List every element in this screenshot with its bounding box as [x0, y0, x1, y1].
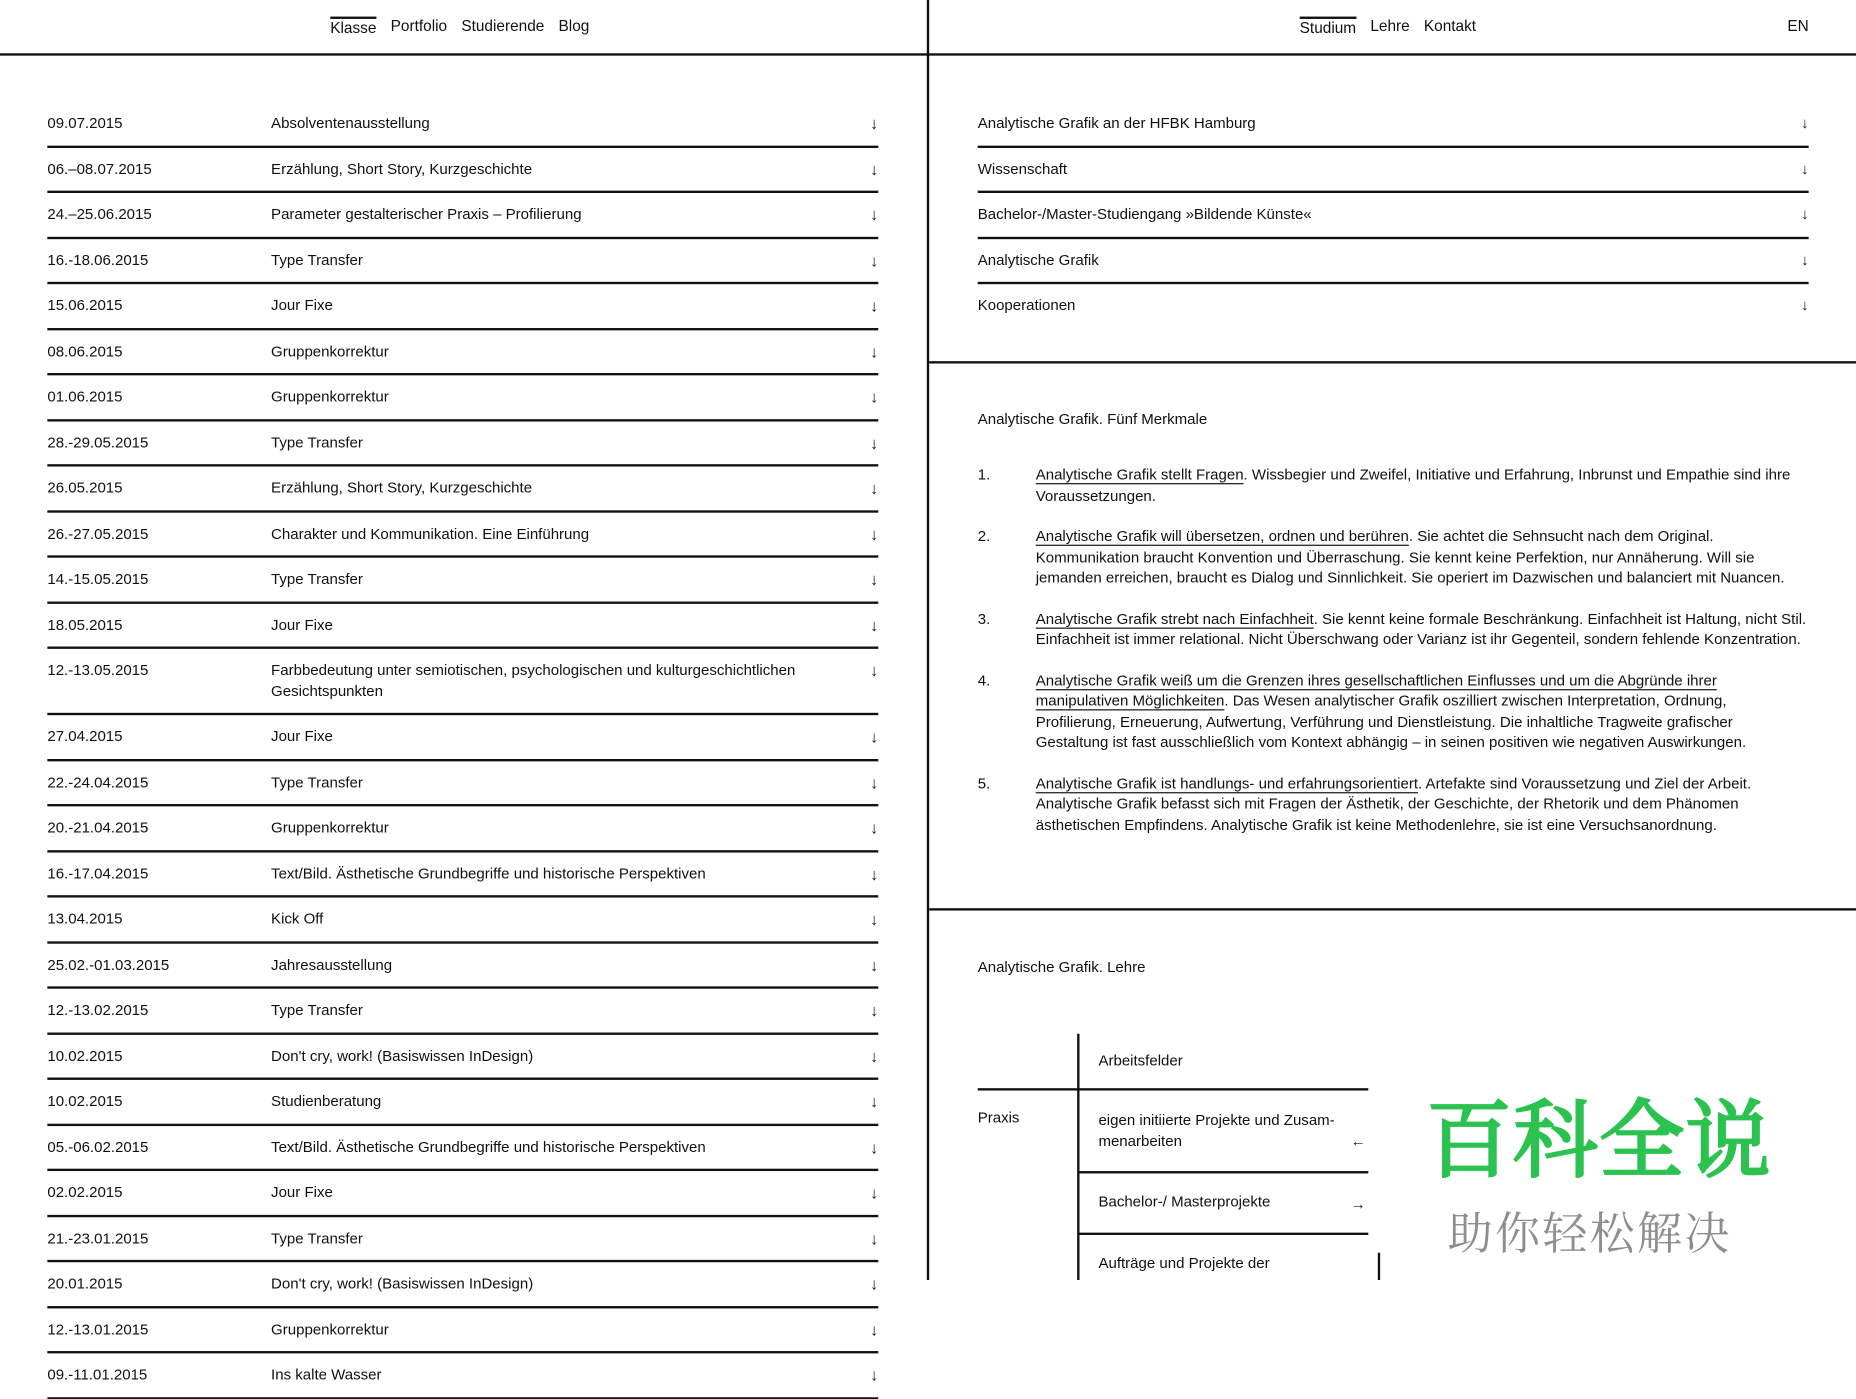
study-link-label: Bachelor-/Master-Studiengang »Bildende Künste«	[977, 206, 1312, 223]
lehre-item-bachelor[interactable]: Bachelor-/ Masterprojekte	[1098, 1193, 1271, 1211]
event-date: 26.05.2015	[47, 479, 123, 497]
study-link[interactable]	[978, 193, 1809, 239]
event-title: Type Transfer	[271, 251, 363, 269]
arrow-down-icon[interactable]: ↓	[869, 387, 879, 407]
event-date: 02.02.2015	[47, 1184, 123, 1201]
arrow-down-icon[interactable]: ↓	[869, 1091, 879, 1111]
lehre-rule-3	[1080, 1233, 1369, 1235]
study-link-label: Analytische Grafik	[977, 251, 1099, 269]
event-row[interactable]	[47, 1080, 878, 1126]
merkmal-item	[978, 465, 1809, 506]
event-date: 01.06.2015	[47, 388, 123, 405]
study-link[interactable]	[978, 102, 1809, 148]
secondary-nav	[1300, 17, 1476, 37]
event-row[interactable]	[47, 806, 878, 852]
arrow-down-icon[interactable]: ↓	[869, 478, 879, 498]
event-row[interactable]	[47, 715, 878, 761]
event-title: Absolventenausstellung	[271, 114, 430, 132]
arrow-right-icon[interactable]: →	[1350, 1195, 1366, 1213]
event-title: Jour Fixe	[271, 728, 333, 745]
merkmal-number: 4.	[977, 671, 991, 689]
lehre-praxis: Praxis	[977, 1109, 1020, 1127]
event-title: Erzählung, Short Story, Kurzgeschichte	[271, 160, 533, 178]
header-rule	[0, 53, 1856, 55]
nav-kontakt[interactable]: Kontakt	[1423, 16, 1477, 35]
arrow-down-icon[interactable]: ↓	[869, 1137, 879, 1157]
nav-studierende[interactable]: Studierende	[461, 16, 545, 35]
event-date: 13.04.2015	[47, 910, 123, 928]
event-date: 05.-06.02.2015	[47, 1138, 149, 1156]
lehre-title: Analytische Grafik. Lehre	[977, 959, 1146, 976]
event-date: 25.02.-01.03.2015	[47, 956, 170, 973]
event-title: Type Transfer	[271, 1001, 363, 1019]
event-row[interactable]	[47, 1034, 878, 1080]
event-title: Gruppenkorrektur	[271, 1320, 389, 1338]
merkmal-number: 3.	[977, 610, 991, 627]
merkmal-number: 1.	[977, 466, 991, 484]
event-row[interactable]	[47, 898, 878, 944]
merkmal-link[interactable]: Analytische Grafik stellt Fragen	[1035, 466, 1244, 484]
nav-portfolio[interactable]: Portfolio	[390, 16, 448, 35]
arrow-left-icon[interactable]: ←	[1350, 1133, 1366, 1150]
event-row[interactable]	[47, 943, 878, 989]
merkmal-item	[978, 609, 1809, 650]
arrow-down-icon[interactable]: ↓	[869, 113, 879, 133]
study-link[interactable]	[978, 147, 1809, 193]
event-row[interactable]	[47, 330, 878, 376]
nav-studium[interactable]: Studium	[1300, 17, 1356, 37]
section-rule-1	[929, 361, 1856, 363]
arrow-down-icon[interactable]: ↓	[869, 341, 879, 361]
lehre-vertical-line-right	[1378, 1253, 1380, 1280]
lehre-rule-2	[1080, 1171, 1369, 1173]
arrow-down-icon[interactable]: ↓	[869, 660, 879, 680]
arrow-down-icon[interactable]: ↓	[869, 569, 879, 589]
merkmal-item	[978, 527, 1809, 589]
event-row[interactable]	[47, 102, 878, 148]
merkmale-title: Analytische Grafik. Fünf Merkmale	[977, 410, 1208, 428]
event-date: 09.-11.01.2015	[47, 1366, 148, 1384]
event-row[interactable]	[47, 558, 878, 604]
event-row[interactable]	[47, 375, 878, 421]
event-row[interactable]	[47, 1171, 878, 1217]
arrow-down-icon[interactable]: ↓	[869, 727, 879, 746]
event-row[interactable]	[47, 1262, 878, 1308]
arrow-down-icon[interactable]: ↓	[869, 250, 879, 270]
arrow-down-icon[interactable]: ↓	[869, 615, 879, 635]
event-title: Ins kalte Wasser	[271, 1366, 382, 1384]
event-row[interactable]	[47, 989, 878, 1035]
arrow-down-icon[interactable]: ↓	[869, 523, 879, 543]
nav-lehre[interactable]: Lehre	[1370, 16, 1410, 35]
arrow-down-icon[interactable]: ↓	[1801, 206, 1809, 223]
arrow-down-icon[interactable]: ↓	[869, 432, 879, 452]
event-title: Farbbedeutung unter semiotischen, psychologischen und kulturgeschichtlichen Gesichtspunkten	[271, 661, 796, 700]
merkmal-link[interactable]: Analytische Grafik ist handlungs- und erfahrungsorientiert	[1035, 774, 1419, 792]
event-date: 08.06.2015	[47, 342, 123, 360]
event-title: Text/Bild. Ästhetische Grundbegriffe und historische Perspektiven	[271, 864, 706, 882]
arrow-down-icon[interactable]: ↓	[869, 1228, 879, 1248]
merkmal-text	[1036, 671, 1809, 754]
merkmale-list	[978, 465, 1809, 856]
event-title: Type Transfer	[271, 773, 363, 791]
event-date: 28.-29.05.2015	[47, 433, 149, 451]
lehre-item-eigen-line2: menarbeiten	[1098, 1132, 1182, 1150]
event-title: Gruppenkorrektur	[271, 819, 389, 836]
arrow-down-icon[interactable]: ↓	[1801, 251, 1809, 269]
event-row[interactable]	[47, 1308, 878, 1354]
event-list	[47, 102, 878, 1399]
event-title: Text/Bild. Ästhetische Grundbegriffe und historische Perspektiven	[271, 1138, 706, 1156]
merkmal-text	[1036, 527, 1809, 589]
arrow-down-icon[interactable]: ↓	[869, 954, 879, 974]
study-link-label: Wissenschaft	[977, 160, 1068, 178]
merkmal-text	[1036, 609, 1809, 650]
arrow-down-icon[interactable]: ↓	[869, 909, 879, 929]
event-title: Type Transfer	[271, 433, 363, 451]
merkmal-link[interactable]: Analytische Grafik weiß um die Grenzen ihres gesellschaftlichen Einflusses und um die Abgründe ihrer manipulativen Möglichkeiten	[1035, 671, 1717, 710]
arrow-down-icon[interactable]: ↓	[1801, 297, 1809, 314]
event-title: Jahresausstellung	[271, 956, 393, 973]
event-title: Charakter und Kommunikation. Eine Einführung	[271, 525, 590, 542]
event-date: 10.02.2015	[47, 1092, 123, 1110]
merkmal-text	[1036, 774, 1809, 836]
nav-klasse[interactable]: Klasse	[330, 17, 376, 37]
event-date: 21.-23.01.2015	[47, 1229, 149, 1247]
arrow-down-icon[interactable]: ↓	[869, 1182, 879, 1202]
event-title: Erzählung, Short Story, Kurzgeschichte	[271, 479, 533, 497]
event-row[interactable]	[47, 1217, 878, 1263]
study-links	[978, 102, 1809, 328]
event-row[interactable]	[47, 239, 878, 285]
arrow-down-icon[interactable]: ↓	[869, 159, 879, 179]
section-rule-2	[929, 908, 1856, 910]
event-date: 10.02.2015	[47, 1047, 123, 1064]
arrow-down-icon[interactable]: ↓	[869, 296, 879, 315]
column-divider	[927, 0, 929, 1280]
arrow-down-icon[interactable]: ↓	[869, 1046, 879, 1066]
event-date: 20.01.2015	[47, 1275, 123, 1292]
event-date: 12.-13.02.2015	[47, 1001, 149, 1019]
event-title: Don't cry, work! (Basiswissen InDesign)	[271, 1275, 534, 1292]
study-link-label: Analytische Grafik an der HFBK Hamburg	[977, 114, 1256, 132]
study-link[interactable]	[978, 284, 1809, 327]
event-title: Studienberatung	[271, 1092, 382, 1110]
event-date: 20.-21.04.2015	[47, 819, 149, 836]
merkmal-number: 2.	[977, 528, 991, 545]
watermark-main: 百科全说	[1426, 1094, 1772, 1189]
event-row[interactable]	[47, 512, 878, 558]
event-title: Type Transfer	[271, 570, 363, 588]
event-date: 27.04.2015	[47, 728, 123, 745]
event-row[interactable]	[47, 421, 878, 467]
event-title: Parameter gestalterischer Praxis – Profilierung	[271, 206, 582, 223]
arrow-down-icon[interactable]: ↓	[869, 1000, 879, 1020]
event-row[interactable]	[47, 193, 878, 239]
merkmal-body: . Artefakte sind Voraussetzung und Ziel der Arbeit. Analytische Grafik befasst sich mit Fragen der Ästhetik, der Geschichte, der Rhetorik und dem Phänomen ästhetischen Empfindens. Analytische Grafik ist keine Methodenlehre, sie ist eine Versuchsanordnung.	[1035, 774, 1752, 834]
arrow-down-icon[interactable]: ↓	[869, 772, 879, 792]
arrow-down-icon[interactable]: ↓	[869, 1319, 879, 1339]
lehre-item-eigen[interactable]	[1098, 1111, 1334, 1152]
nav-blog[interactable]: Blog	[558, 16, 590, 35]
merkmal-body: . Wissbegier und Zweifel, Initiative und Erfahrung, Inbrunst und Empathie sind ihre Voraussetzungen.	[1035, 466, 1791, 504]
event-row[interactable]	[47, 284, 878, 330]
merkmal-link[interactable]: Analytische Grafik strebt nach Einfachheit	[1035, 610, 1314, 627]
event-date: 12.-13.05.2015	[47, 661, 149, 679]
event-row[interactable]	[47, 603, 878, 649]
lehre-rule-1	[978, 1088, 1369, 1090]
event-title: Kick Off	[271, 910, 324, 928]
merkmal-item	[978, 671, 1809, 754]
merkmal-number: 5.	[977, 774, 991, 792]
study-link[interactable]	[978, 239, 1809, 285]
arrow-down-icon[interactable]: ↓	[1801, 160, 1809, 178]
arrow-down-icon[interactable]: ↓	[869, 863, 879, 883]
arrow-down-icon[interactable]: ↓	[869, 1365, 879, 1385]
event-row[interactable]	[47, 467, 878, 513]
event-date: 06.–08.07.2015	[47, 160, 152, 178]
watermark	[1426, 1072, 1772, 1263]
arrow-down-icon[interactable]: ↓	[1801, 114, 1809, 132]
event-date: 15.06.2015	[47, 297, 123, 314]
lehre-item-eigen-line1: eigen initiierte Projekte und Zusam-	[1098, 1111, 1335, 1129]
event-title: Jour Fixe	[271, 297, 333, 314]
watermark-sub: 助你轻松解决	[1447, 1210, 1732, 1260]
event-row[interactable]	[47, 761, 878, 807]
merkmal-link[interactable]: Analytische Grafik will übersetzen, ordnen und berühren	[1035, 528, 1409, 545]
lehre-item-auftraege[interactable]: Aufträge und Projekte der	[1098, 1255, 1270, 1272]
merkmal-body: . Sie achtet die Sehnsucht nach dem Original. Kommunikation braucht Konvention und Überraschung. Sie kennt keine Perfektion, nur Annäherung. Will sie jemanden erreichen, braucht es Dialog und Sinnlichkeit. Sie operiert im Dazwischen und balanciert mit Nuancen.	[1035, 528, 1785, 587]
event-title: Don't cry, work! (Basiswissen InDesign)	[271, 1047, 534, 1064]
main-nav	[330, 17, 589, 37]
event-date: 18.05.2015	[47, 616, 123, 633]
event-row[interactable]	[47, 147, 878, 193]
event-title: Type Transfer	[271, 1229, 363, 1247]
arrow-down-icon[interactable]: ↓	[869, 1274, 879, 1294]
arrow-down-icon[interactable]: ↓	[869, 204, 879, 224]
event-row[interactable]	[47, 649, 878, 715]
merkmal-text	[1036, 465, 1809, 506]
event-title: Jour Fixe	[271, 1184, 333, 1201]
lehre-arbeitsfelder: Arbeitsfelder	[1098, 1052, 1183, 1070]
merkmal-item	[978, 774, 1809, 836]
event-date: 14.-15.05.2015	[47, 570, 149, 588]
event-date: 16.-17.04.2015	[47, 864, 149, 882]
event-row[interactable]	[47, 1125, 878, 1171]
lehre-vertical-line	[1077, 1034, 1079, 1280]
merkmal-body: . Das Wesen analytischer Grafik oszilliert zwischen Interpretation, Ordnung, Profilierung, Erneuerung, Aufwertung, Verführung und Dienstleistung. Die inhaltliche Tragweite grafischer Gestaltung ist fast ausschließlich vom Kontext abhängig – in seinen positiven wie negativen Auswirkungen.	[1035, 692, 1747, 751]
event-date: 26.-27.05.2015	[47, 525, 149, 542]
merkmal-body: . Sie kennt keine formale Beschränkung. Einfachheit ist Haltung, nicht Stil. Einfachheit ist immer relational. Nicht Überschwang oder Varianz ist ihr Gegenteil, sondern fehlende Konzentration.	[1035, 610, 1807, 648]
event-row[interactable]	[47, 852, 878, 898]
event-title: Gruppenkorrektur	[271, 388, 389, 405]
study-link-label: Kooperationen	[977, 297, 1076, 314]
event-date: 12.-13.01.2015	[47, 1320, 149, 1338]
event-title: Jour Fixe	[271, 616, 333, 633]
event-date: 24.–25.06.2015	[47, 206, 152, 223]
event-date: 16.-18.06.2015	[47, 251, 149, 269]
event-row[interactable]	[47, 1353, 878, 1399]
event-date: 22.-24.04.2015	[47, 773, 149, 791]
language-switch[interactable]: EN	[1787, 16, 1809, 35]
event-title: Gruppenkorrektur	[271, 342, 389, 360]
event-date: 09.07.2015	[47, 114, 123, 132]
arrow-down-icon[interactable]: ↓	[869, 818, 879, 838]
